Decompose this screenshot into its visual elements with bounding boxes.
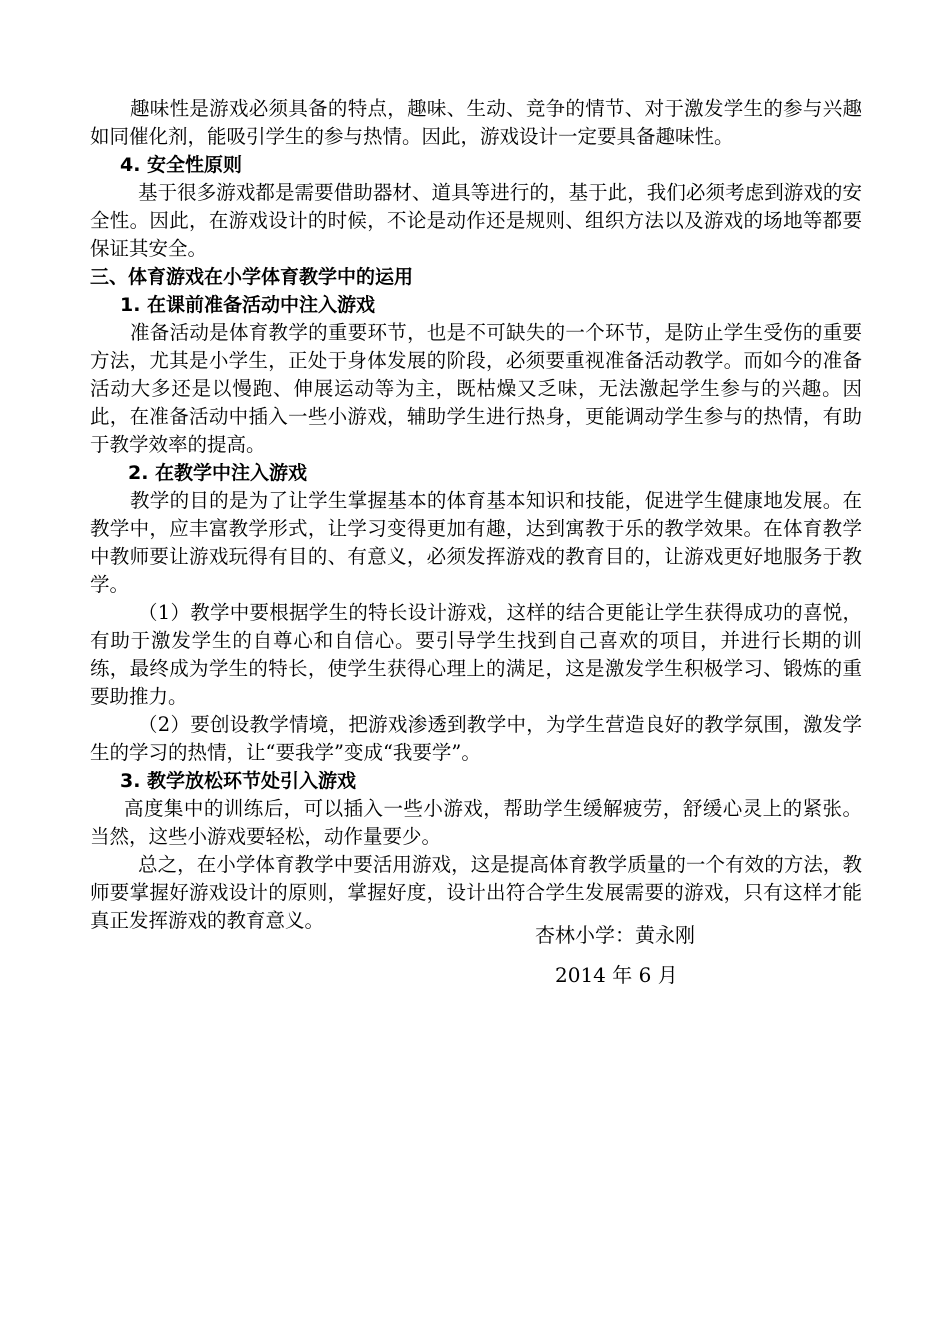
paragraph-point-2: （2）要创设教学情境，把游戏渗透到教学中，为学生营造良好的教学氛围，激发学生的学习的热情，让“要我学”变成“我要学”。: [90, 713, 862, 764]
paragraph-point-1: （1）教学中要根据学生的特长设计游戏，这样的结合更能让学生获得成功的喜悦，有助于激发学生的自尊心和自信心。要引导学生找到自己喜欢的项目，并进行长期的训练，最终成为学生的特长，使学生获得心理上的满足，这是激发学生积极学习、锻炼的重要助推力。: [90, 601, 862, 708]
paragraph-safety: 基于很多游戏都是需要借助器材、道具等进行的，基于此，我们必须考虑到游戏的安全性。因此，在游戏设计的时候，不论是动作还是规则、组织方法以及游戏的场地等都要保证其安全。: [90, 181, 862, 260]
signature-author: 杏林小学：黄永刚: [535, 923, 695, 947]
paragraph-teaching: 教学的目的是为了让学生掌握基本的体育基本知识和技能，促进学生健康地发展。在教学中，应丰富教学形式，让学习变得更加有趣，达到寓教于乐的教学效果。在体育教学中教师要让游戏玩得有目的、有意义，必须发挥游戏的教育目的，让游戏更好地服务于教学。: [90, 489, 862, 596]
heading-relax-games: 3. 教学放松环节处引入游戏: [120, 770, 357, 792]
signature-date: 2014 年 6 月: [555, 963, 678, 987]
heading-safety-principle: 4. 安全性原则: [120, 154, 243, 176]
document-body: [90, 95, 862, 935]
signature-block: [535, 915, 695, 995]
heading-warmup-games: 1. 在课前准备活动中注入游戏: [120, 294, 376, 316]
heading-teaching-games: 2. 在教学中注入游戏: [128, 462, 308, 484]
section-heading-3: 三、体育游戏在小学体育教学中的运用: [90, 266, 414, 288]
paragraph-interest: 趣味性是游戏必须具备的特点，趣味、生动、竞争的情节、对于激发学生的参与兴趣如同催化剂，能吸引学生的参与热情。因此，游戏设计一定要具备趣味性。: [90, 97, 862, 148]
paragraph-conclusion: 总之，在小学体育教学中要活用游戏，这是提高体育教学质量的一个有效的方法，教师要掌握好游戏设计的原则，掌握好度，设计出符合学生发展需要的游戏，只有这样才能真正发挥游戏的教育意义。: [90, 853, 862, 932]
paragraph-relax: 高度集中的训练后，可以插入一些小游戏，帮助学生缓解疲劳，舒缓心灵上的紧张。当然，这些小游戏要轻松，动作量要少。: [90, 797, 862, 848]
paragraph-warmup: 准备活动是体育教学的重要环节，也是不可缺失的一个环节，是防止学生受伤的重要方法，尤其是小学生，正处于身体发展的阶段，必须要重视准备活动教学。而如今的准备活动大多还是以慢跑、伸展运动等为主，既枯燥又乏味，无法激起学生参与的兴趣。因此，在准备活动中插入一些小游戏，辅助学生进行热身，更能调动学生参与的热情，有助于教学效率的提高。: [90, 321, 862, 456]
